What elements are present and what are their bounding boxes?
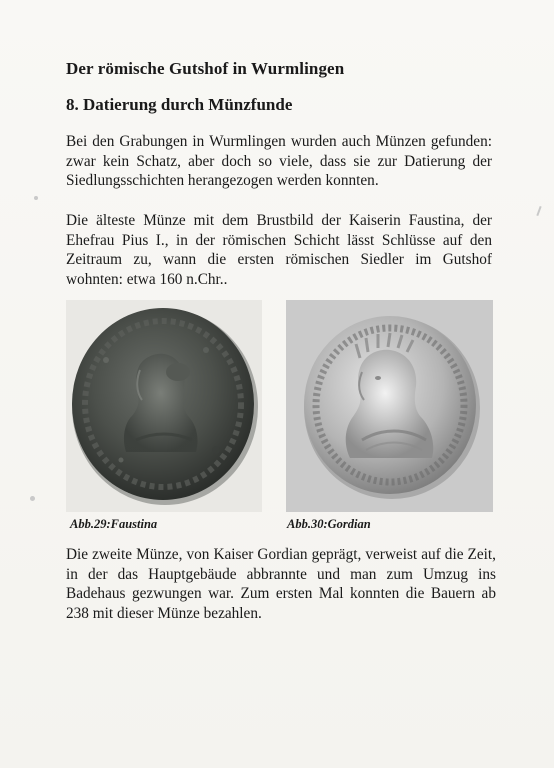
scan-dot: [30, 496, 35, 501]
scan-dot: [536, 206, 541, 216]
paragraph-intro: Bei den Grabungen in Wurmlingen wurden auch Münzen gefunden: zwar kein Schatz, aber doch so viele, dass sie zur Datierung der Siedlungsschichten herangezogen werden konnten.: [66, 133, 492, 189]
caption-gordian: Abb.30:Gordian: [287, 517, 371, 531]
coin-photo-gordian: [286, 300, 493, 512]
section-heading: 8. Datierung durch Münzfunde: [66, 95, 293, 114]
coin-photo-faustina: [66, 300, 262, 512]
faustina-coin-image: [66, 300, 262, 512]
document-title: Der römische Gutshof in Wurmlingen: [66, 59, 345, 78]
caption-faustina: Abb.29:Faustina: [70, 517, 158, 531]
paragraph-gordian: Die zweite Münze, von Kaiser Gordian geprägt, verweist auf die Zeit, in der das Hauptgebäude abbrannte und man zum Umzug ins Badehaus gezwungen war. Zum ersten Mal konnten die Bauern ab 238 mit dieser Münze bezahlen.: [66, 546, 496, 622]
paragraph-faustina: Die älteste Münze mit dem Brustbild der Kaiserin Faustina, der Ehefrau Pius I., in der römischen Schicht lässt Schlüsse auf den Zeitraum zu, wann die ersten römischen Siedler im Gutshof wohnten: etwa 160 n.Chr..: [66, 212, 492, 288]
scan-dot: [34, 196, 38, 200]
gordian-coin-image: [286, 300, 493, 512]
